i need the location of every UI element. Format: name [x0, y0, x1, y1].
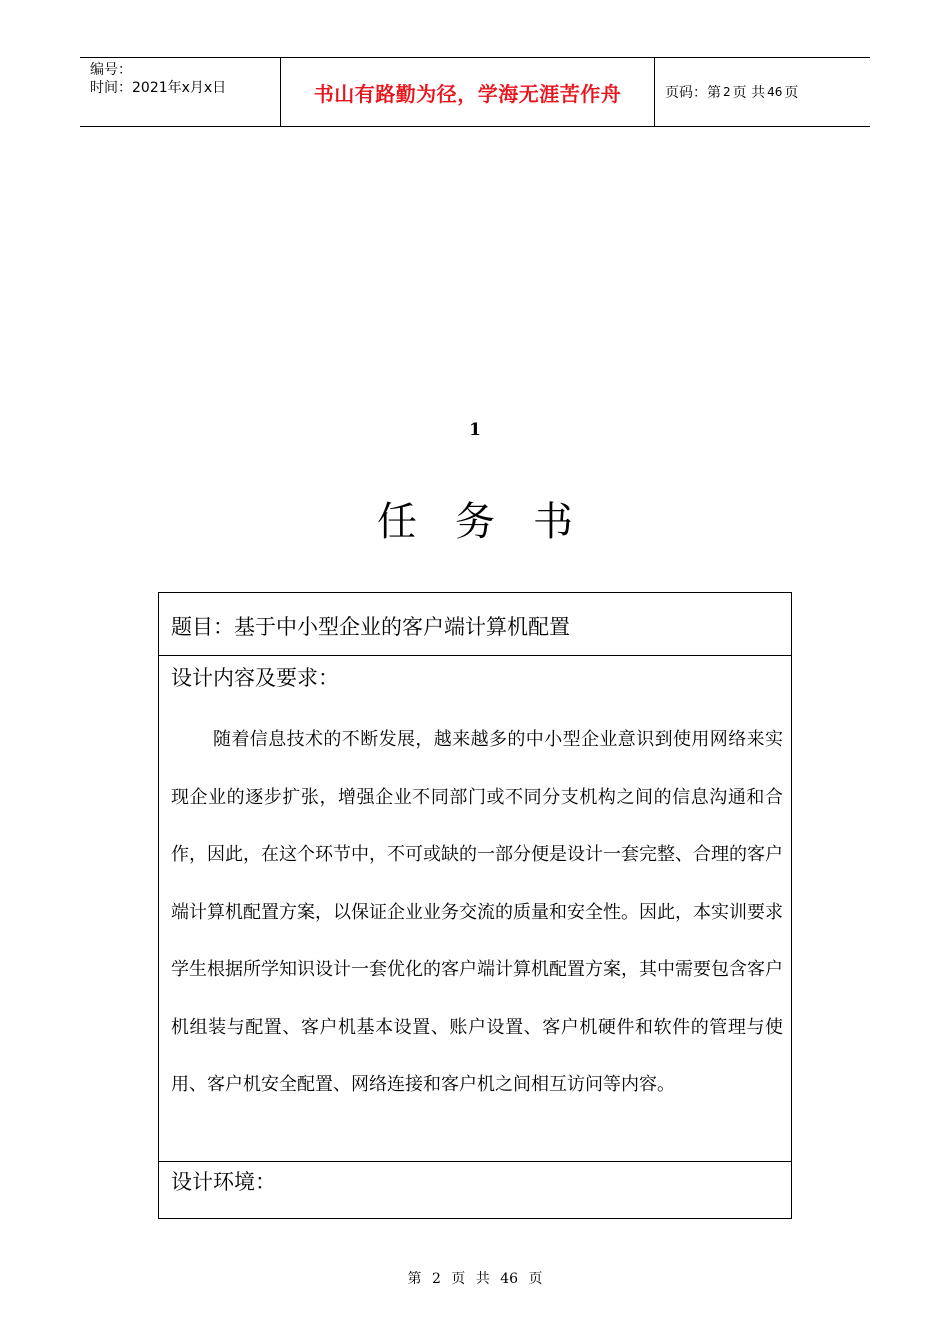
page-footer: 第 2 页 共 46 页: [407, 1271, 543, 1287]
content-label: 设计内容及要求：: [171, 666, 339, 690]
section-number: 1: [469, 420, 481, 440]
page-header: [80, 57, 870, 127]
header-meta: [80, 58, 281, 126]
topic-text: 题目：基于中小型企业的客户端计算机配置: [171, 615, 570, 639]
serial-label: 编号：: [90, 62, 132, 78]
page-suffix: 页: [784, 85, 799, 101]
task-table: [158, 592, 792, 1219]
content-row: [159, 656, 791, 1162]
environment-label: 设计环境：: [171, 1170, 276, 1194]
page-total: 46: [767, 85, 783, 99]
header-page-info: [655, 58, 870, 126]
time-label: 时间：2021年x月x日: [90, 80, 227, 96]
page-title: 任务书: [377, 499, 611, 545]
content-paragraph: 随着信息技术的不断发展，越来越多的中小型企业意识到使用网络来实现企业的逐步扩张，增强企业不同部门或不同分支机构之间的信息沟通和合作，因此，在这个环节中，不可或缺的一部分便是设计一套完整、合理的客户端计算机配置方案，以保证企业业务交流的质量和安全性。因此，本实训要求学生根据所学知识设计一套优化的客户端计算机配置方案，其中需要包含客户机组装与配置、客户机基本设置、账户设置、客户机硬件和软件的管理与使用、客户机安全配置、网络连接和客户机之间相互访问等内容。: [171, 729, 783, 1095]
page-current: 2: [723, 85, 731, 99]
topic-row: [159, 593, 791, 656]
page-mid: 页 共: [732, 85, 766, 101]
header-motto: 书山有路勤为径，学海无涯苦作舟: [281, 58, 655, 126]
environment-row: [159, 1162, 791, 1218]
page-prefix: 页码：第: [665, 85, 721, 101]
